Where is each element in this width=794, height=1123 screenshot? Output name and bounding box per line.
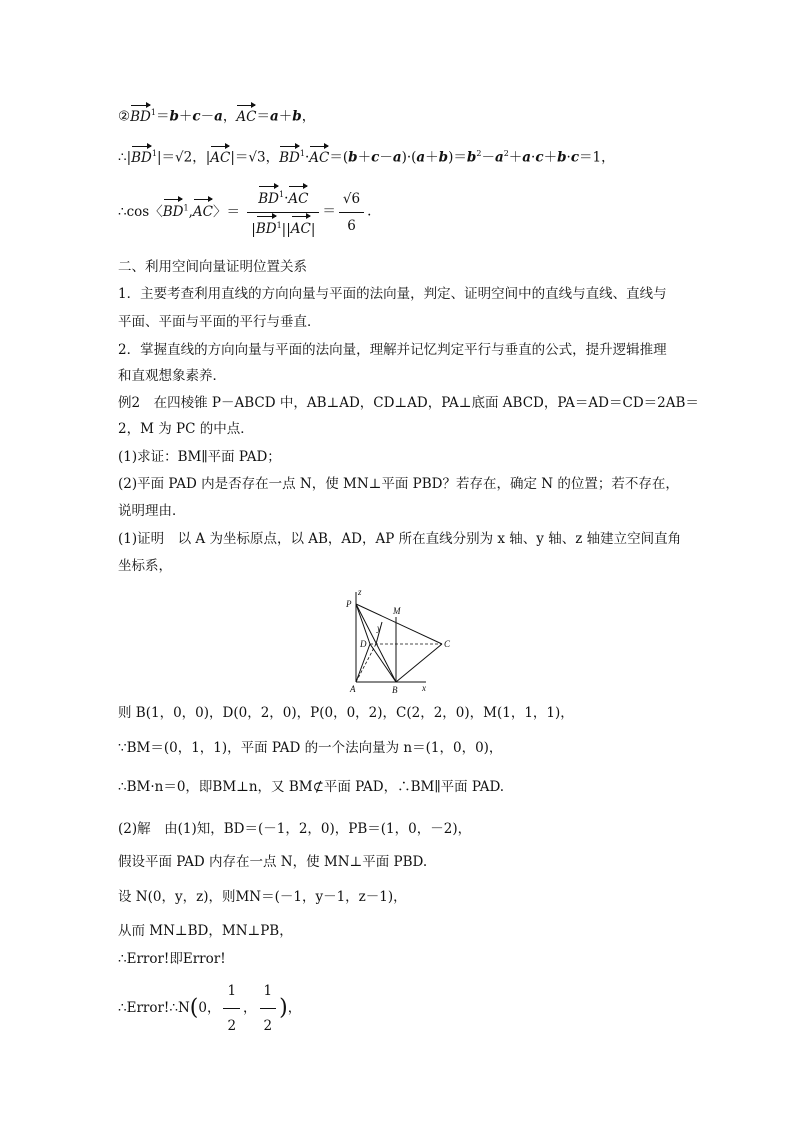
cos-value-fraction: $\frac{√6}{6}$	[339, 188, 364, 237]
error-line-2-prefix: ∴Error!∴N	[118, 1000, 190, 1016]
bm-normal-line: ∵BM＝(0，1，1)，平面 PAD 的一个法向量为 n＝(1，0，0)，	[118, 740, 503, 756]
solution-1-line-1: (1)证明 以 A 为坐标原点，以 AB，AD，AP 所在直线分别为 x 轴、y 轴、z 轴建立空间直角	[118, 531, 682, 547]
point-1-line-2: 平面、平面与平面的平行与垂直．	[118, 314, 321, 330]
solution-1-line-2: 坐标系，	[118, 558, 172, 574]
label-B: B	[392, 685, 398, 695]
bm-conclusion-line: ∴BM·n＝0，即BM⊥n，又 BM⊄平面 PAD，∴BM∥平面 PAD.	[118, 779, 505, 795]
cos-fraction: $\frac{BD^1\cdot AC}{|BD^1||AC|}$	[247, 184, 319, 240]
label-M: M	[393, 606, 401, 616]
label-D: D	[360, 639, 367, 649]
label-y: y	[377, 623, 381, 633]
line-magnitudes: $\therefore|BD^1|=√2$，|AC|＝√3，$BD^1\cdot AC=(b+c-a)\cdot(a+b)=b^2-a^2+a\cdot c+b\cdot c=1$，	[118, 149, 615, 166]
label-C: C	[444, 639, 451, 649]
edge-AD	[356, 644, 370, 682]
point-2-line-1: 2．掌握直线的方向向量与平面的法向量，理解并记忆判定平行与垂直的公式，提升逻辑推理	[118, 342, 667, 358]
edge-BC	[396, 644, 442, 682]
label-x: x	[422, 683, 426, 693]
assumption-line: 假设平面 PAD 内存在一点 N，使 MN⊥平面 PBD.	[118, 854, 428, 870]
question-2-line-1: (2)平面 PAD 内是否存在一点 N，使 MN⊥平面 PBD？若存在，确定 N 的位置；若不存在，	[118, 476, 679, 492]
label-z: z	[358, 587, 362, 597]
example-line-1: 例2 在四棱锥 P－ABCD 中，AB⊥AD，CD⊥AD，PA⊥底面 ABCD，PA＝AD＝CD＝2AB＝	[118, 395, 699, 411]
coordinates-line: 则 B(1，0，0)，D(0，2，0)，P(0，0，2)，C(2，2，0)，M(1，1，1)，	[118, 705, 574, 721]
pyramid-figure	[336, 584, 458, 696]
perpendicular-line: 从而 MN⊥BD，MN⊥PB，	[118, 923, 293, 939]
solution-2-line: (2)解 由(1)知，BD＝(－1，2，0)，PB＝(1，0，－2)，	[118, 821, 472, 837]
set-n-line: 设 N(0，y，z)，则MN＝(－1，y－1，z－1)，	[118, 889, 407, 905]
label-P: P	[346, 599, 352, 609]
point-1-line-1: 1．主要考查利用直线的方向向量与平面的法向量，判定、证明空间中的直线与直线、直线与	[118, 286, 667, 302]
cos-prefix: ∴cos〈$BD^1,AC$〉＝	[118, 204, 240, 220]
point-2-line-2: 和直观想象素养．	[118, 368, 226, 384]
line-cosine: ∴cos〈$BD^1,AC$〉＝ $\frac{BD^1\cdot AC}{|BD^1||AC|}$ ＝ $\frac{√6}{6}$ .	[118, 184, 371, 240]
question-2-line-2: 说明理由．	[118, 503, 186, 519]
section-heading: 二、利用空间向量证明位置关系	[118, 259, 307, 275]
edge-DB	[370, 644, 396, 682]
error-line-1: ∴Error!即Error!	[118, 951, 226, 967]
label-A: A	[350, 684, 356, 694]
axis-y-dashed	[356, 644, 376, 682]
error-line-2: ∴Error!∴N(0， $\frac{1}{2}$ ， $\frac{1}{2}$ )，	[118, 976, 301, 1041]
line-vector-defs: $②BD^1=b+c-a$，AC＝a＋b，	[118, 108, 316, 125]
question-1: (1)求证：BM∥平面 PAD；	[118, 449, 281, 465]
example-line-2: 2，M 为 PC 的中点．	[118, 421, 254, 437]
